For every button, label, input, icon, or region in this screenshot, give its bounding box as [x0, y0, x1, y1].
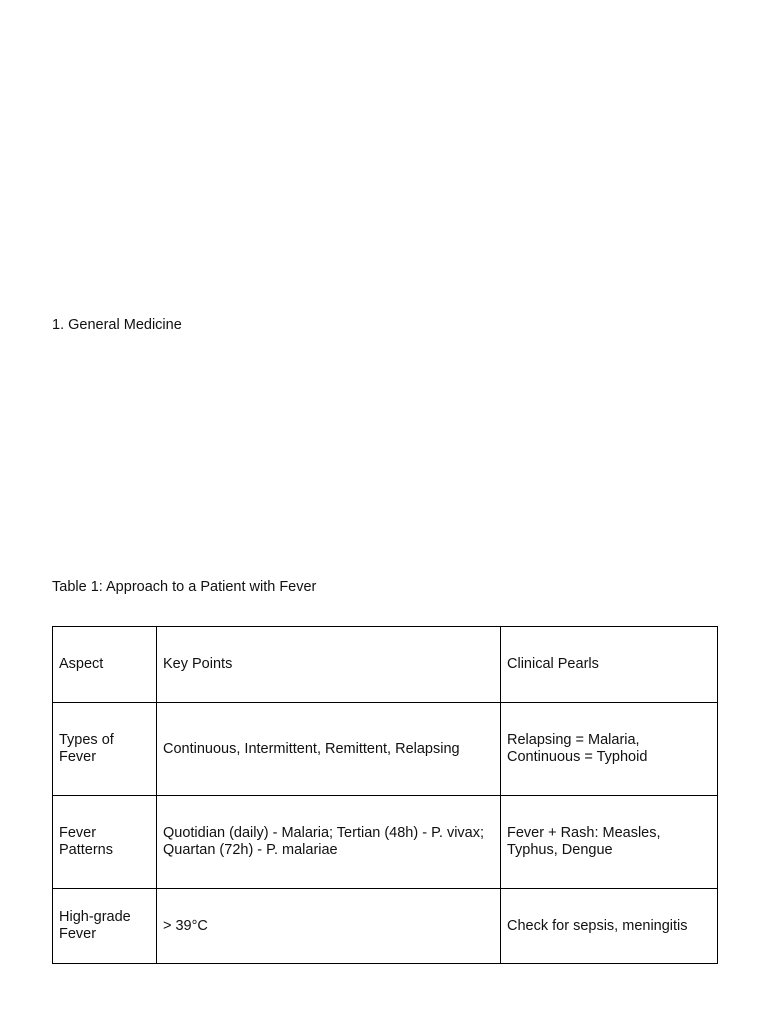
table-caption: Table 1: Approach to a Patient with Fever [52, 579, 317, 595]
table-cell-key-points: > 39°C [157, 889, 501, 964]
table-cell-aspect: Types of Fever [53, 703, 157, 796]
fever-approach-table [52, 626, 718, 964]
header-cell-key-points: Key Points [157, 627, 501, 703]
header-cell-aspect: Aspect [53, 627, 157, 703]
header-cell-clinical-pearls: Clinical Pearls [501, 627, 718, 703]
table-cell-clinical-pearls: Fever + Rash: Measles, Typhus, Dengue [501, 796, 718, 889]
section-title: 1. General Medicine [52, 317, 182, 333]
table-cell-clinical-pearls: Relapsing = Malaria, Continuous = Typhoid [501, 703, 718, 796]
table-row [53, 703, 718, 796]
table-row [53, 889, 718, 964]
table-cell-aspect: High-grade Fever [53, 889, 157, 964]
table-row [53, 796, 718, 889]
table-cell-aspect: Fever Patterns [53, 796, 157, 889]
table-header-row [53, 627, 718, 703]
table-cell-clinical-pearls: Check for sepsis, meningitis [501, 889, 718, 964]
table-cell-key-points: Continuous, Intermittent, Remittent, Relapsing [157, 703, 501, 796]
table-cell-key-points: Quotidian (daily) - Malaria; Tertian (48h) - P. vivax; Quartan (72h) - P. malariae [157, 796, 501, 889]
